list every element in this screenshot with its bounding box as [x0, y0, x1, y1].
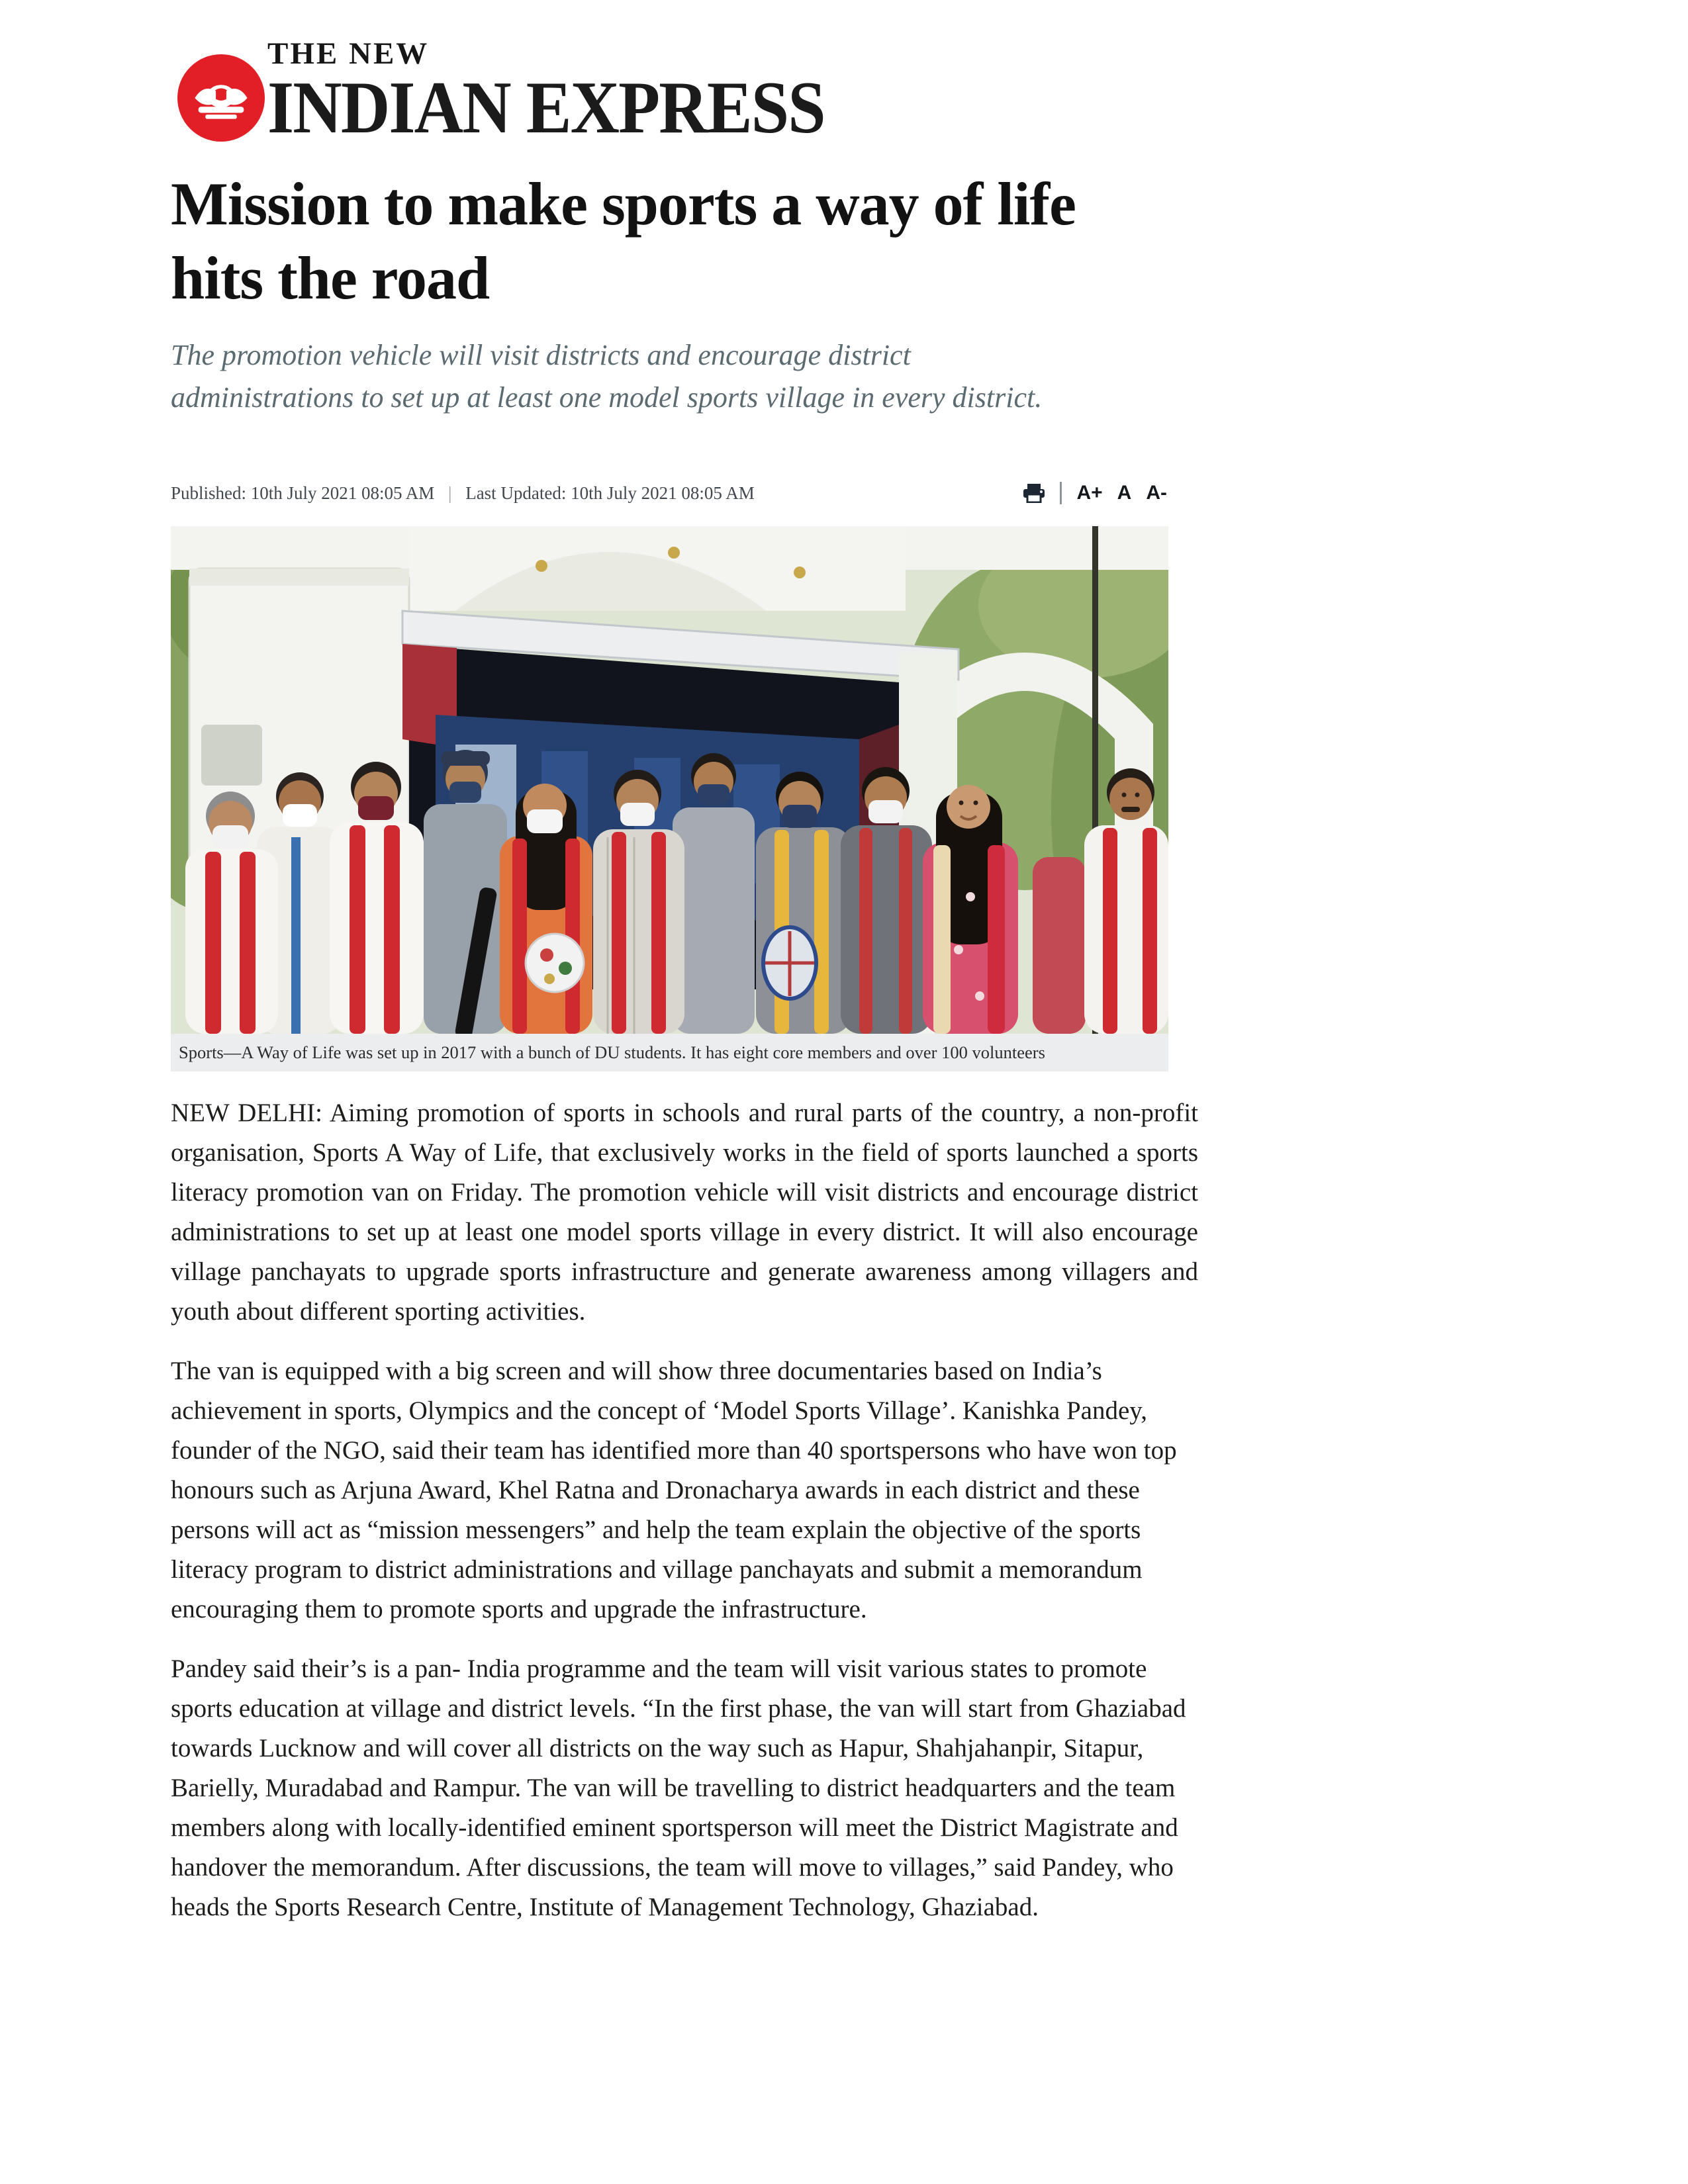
body-paragraph: The van is equipped with a big screen and will show three documentaries based on India’s achievement in sports, Olympics and the concept of ‘Model Sports Village’. Kanishka Pandey, founder of the NGO, said their team has identified more than 40 sportspersons who have won top honours such as Arjuna Award, Khel Ratna and Dronacharya awards in each district and these persons will act as “mission messengers” and help the team explain the objective of the sports literacy program to district administrations and village panchayats and submit a memorandum encouraging them to promote sports and upgrade the infrastructure. — [171, 1357, 1177, 1623]
meta-separator: | — [448, 482, 452, 503]
font-normal-button[interactable]: A — [1117, 482, 1132, 504]
page-title: Mission to make sports a way of life hits the road — [171, 170, 1076, 312]
font-decrease-button[interactable]: A- — [1146, 482, 1167, 504]
masthead-wordmark — [267, 36, 873, 149]
photo-caption: Sports—A Way of Life was set up in 2017 with a bunch of DU students. It has eight core members and over 100 volunteers — [171, 1034, 1168, 1071]
brand-top-text: THE NEW — [267, 36, 430, 71]
article-body — [171, 1093, 1198, 1947]
article-photo — [171, 526, 1168, 1034]
brand-main-text: INDIAN EXPRESS — [267, 67, 825, 149]
published-value: 10th July 2021 08:05 AM — [250, 482, 435, 503]
body-paragraph: NEW DELHI: Aiming promotion of sports in schools and rural parts of the country, a non-profit organisation, Sports A Way of Life, that exclusively works in the field of sports launched a sports literacy promotion van on Friday. The promotion vehicle will visit districts and encourage district administrations to set up at least one model sports village in every district. It will also encourage village panchayats to upgrade sports infrastructure and generate awareness among villagers and youth about different sporting activities. — [171, 1099, 1198, 1326]
masthead-emblem — [177, 54, 265, 142]
updated-label: Last Updated: — [465, 482, 567, 503]
article-standfirst: The promotion vehicle will visit districts and encourage district administrations to set up at least one model sports village in every district. — [171, 339, 1043, 414]
article-controls — [1023, 482, 1167, 504]
body-paragraph: Pandey said their’s is a pan- India programme and the team will visit various states to promote sports education at village and district levels. “In the first phase, the van will start from Ghaziabad towards Lucknow and will cover all districts on the way such as Hapur, Shahjahanpir, Sitapur, Barielly, Muradabad and Rampur. The van will be travelling to district headquarters and the team members along with locally-identified eminent sportsperson will meet the District Magistrate and handover the memorandum. After discussions, the team will move to villages,” said Pandey, who heads the Sports Research Centre, Institute of Management Technology, Ghaziabad. — [171, 1655, 1186, 1921]
font-increase-button[interactable]: A+ — [1076, 482, 1103, 504]
photo-illustration — [171, 526, 1168, 1034]
print-icon[interactable] — [1023, 483, 1045, 503]
article-meta-row — [171, 482, 1167, 504]
emblem-crest-icon — [177, 54, 265, 142]
published-label: Published: — [171, 482, 247, 503]
masthead-logo[interactable] — [171, 38, 965, 158]
publish-info — [171, 483, 755, 504]
updated-value: 10th July 2021 08:05 AM — [571, 482, 755, 503]
controls-divider — [1060, 482, 1062, 504]
